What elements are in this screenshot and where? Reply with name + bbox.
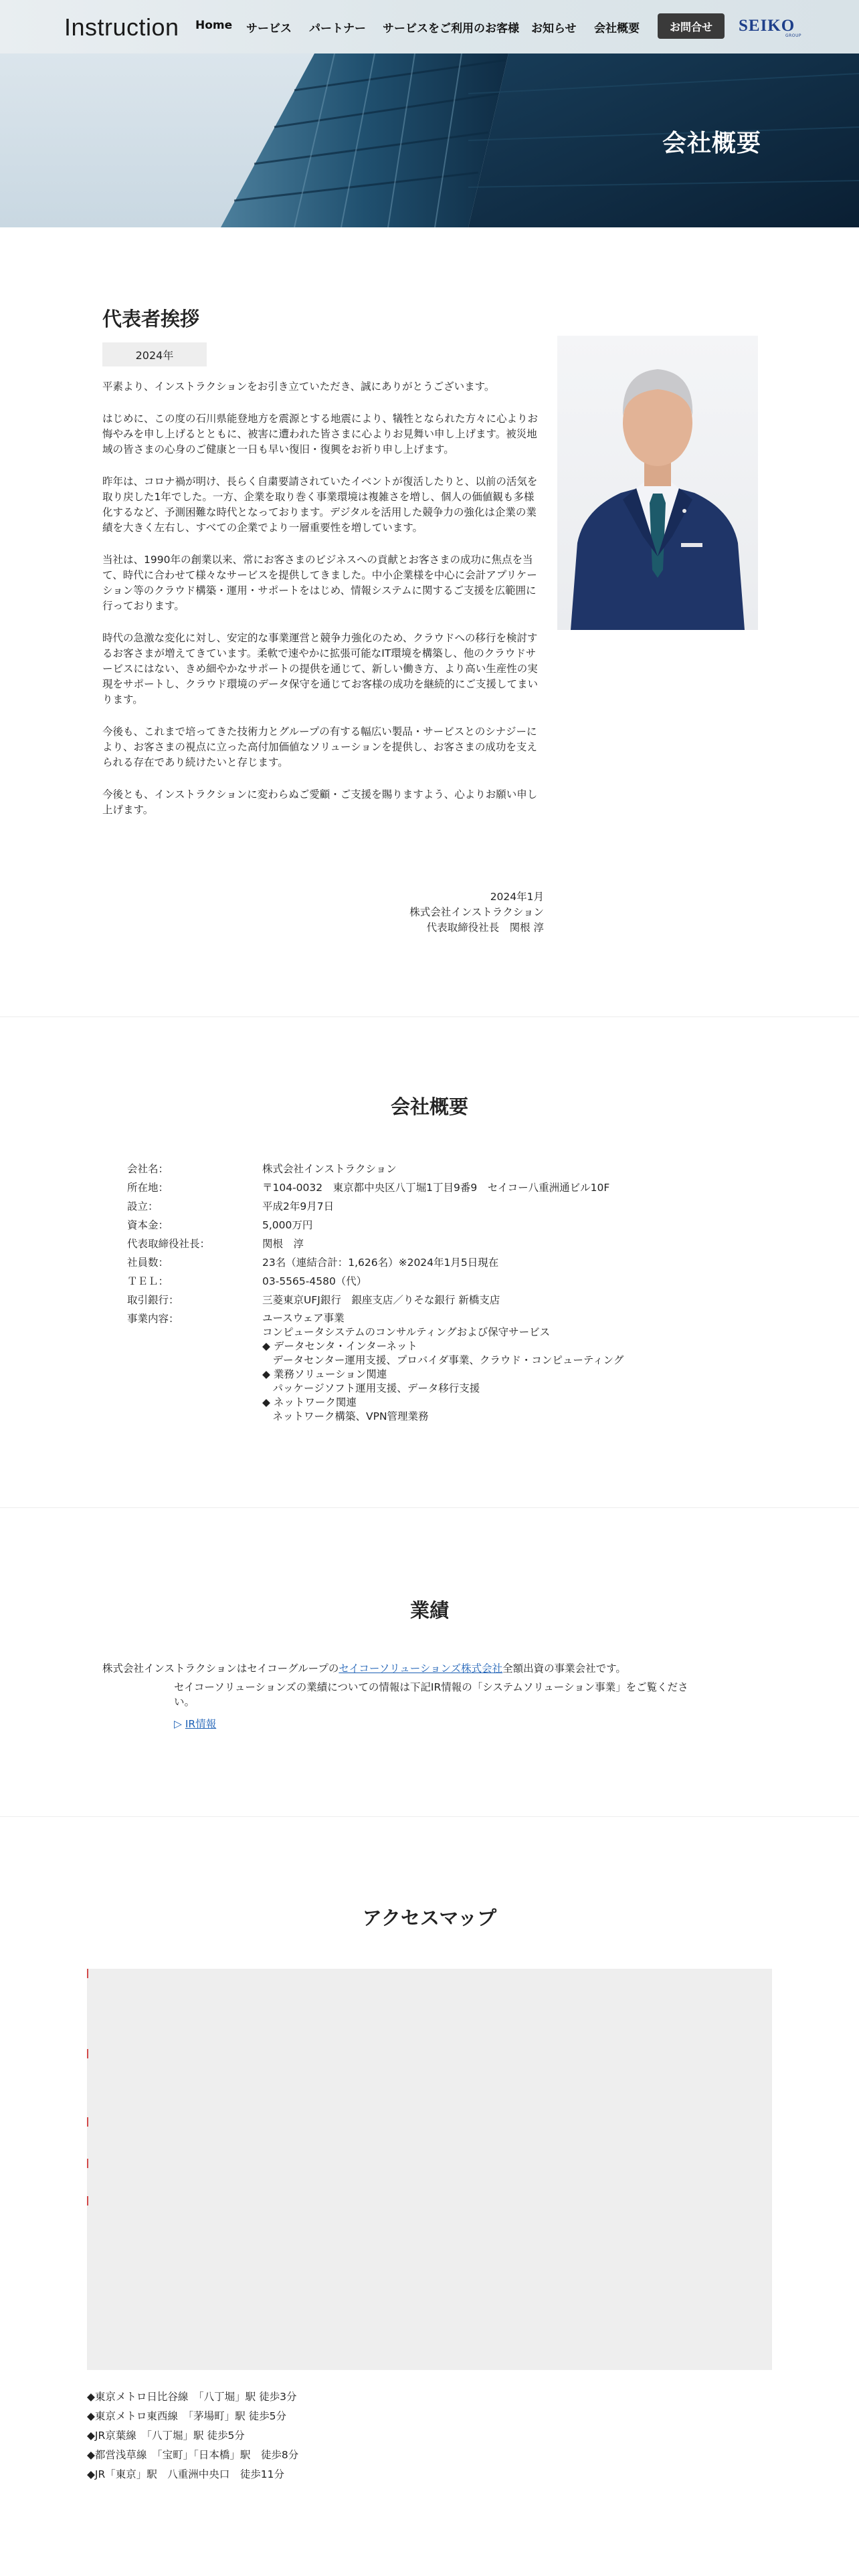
profile-row xyxy=(127,1291,731,1309)
profile-label: 所在地： xyxy=(127,1182,169,1194)
access-line: ◆東京メトロ東西線 「茅場町」駅 徒歩5分 xyxy=(87,2410,286,2422)
section-divider xyxy=(0,1016,859,1017)
access-line: ◆東京メトロ日比谷線 「八丁堀」駅 徒歩3分 xyxy=(87,2391,297,2403)
map-edge xyxy=(87,2196,88,2206)
nav-partner[interactable]: パートナー xyxy=(309,22,366,35)
ceo-portrait xyxy=(557,336,758,630)
ir-link[interactable]: ▷ IR情報 xyxy=(174,1718,217,1730)
profile-row xyxy=(127,1216,731,1235)
business-line: データセンター運用支援、プロバイダ事業、クラウド・コンピューティング xyxy=(262,1354,624,1366)
access-line: ◆都営浅草線 「宝町」「日本橋」駅 徒歩8分 xyxy=(87,2449,299,2461)
profile-row-business xyxy=(127,1309,731,1424)
nav-news[interactable]: お知らせ xyxy=(531,22,577,35)
profile-label: 設立： xyxy=(127,1200,159,1212)
profile-value: 株式会社インストラクション xyxy=(262,1163,397,1175)
business-line: パッケージソフト運用支援、データ移行支援 xyxy=(262,1382,480,1394)
map-edge xyxy=(87,2159,88,2168)
section-divider xyxy=(0,1507,859,1508)
business-line: ネットワーク構築、VPN管理業務 xyxy=(262,1410,429,1422)
greeting-paragraph: 平素より、インストラクションをお引き立ていただき、誠にありがとうございます。 xyxy=(102,381,495,393)
access-map[interactable] xyxy=(87,1969,772,2370)
nav-home[interactable]: Home xyxy=(195,19,233,32)
signature-date: 2024年1月 xyxy=(490,891,544,903)
profile-value: 03-5565-4580（代） xyxy=(262,1275,367,1287)
profile-value: 23名（連結合計：1,626名）※2024年1月5日現在 xyxy=(262,1257,499,1269)
profile-row xyxy=(127,1197,731,1216)
profile-label: 会社名： xyxy=(127,1163,169,1175)
greeting-paragraph: 時代の急激な変化に対し、安定的な事業運営と競争力強化のため、クラウドへの移行を検討するお客さまが増えてきています。柔軟で速やかに拡張可能なIT環境を構築し、他のクラウドサービスにはない、きめ細やかなサポートの提供を通じて、新しい働き方、より高い生産性の実現をサポートし、クラウド環境のデータ保守を通じてお客様の成功を継続的にご支援してまいります。 xyxy=(102,632,539,706)
results-heading: 業績 xyxy=(409,1599,449,1622)
profile-value: 関根 淳 xyxy=(262,1238,304,1250)
company-profile-table xyxy=(127,1160,731,1424)
map-edge xyxy=(87,1969,88,1978)
profile-label: ＴＥＬ： xyxy=(127,1275,169,1287)
business-line: ユースウェア事業 xyxy=(262,1312,345,1324)
profile-row xyxy=(127,1235,731,1253)
contact-button[interactable]: お問合せ xyxy=(658,13,725,39)
greeting-text xyxy=(102,379,544,835)
greeting-paragraph: 昨年は、コロナ禍が明け、長らく自粛要請されていたイベントが復活したりと、以前の活気を取り戻した1年でした。一方、企業を取り巻く事業環境は複雑さを増し、個人の価値観も多様化するなど、予測困難な時代となっております。デジタルを活用した競争力の強化は企業の業績を大きく左右し、すべての企業でより一層重要性を増しています。 xyxy=(102,475,538,534)
greeting-paragraph: はじめに、この度の石川県能登地方を震源とする地震により、犠牲となられた方々に心よりお悔やみを申し上げるとともに、被害に遭われた皆さまに心よりお見舞い申し上げます。被災地域の皆さまの心身のご健康と一日も早い復旧・復興をお祈り申し上げます。 xyxy=(102,413,539,455)
business-line: ◆ 業務ソリューション関連 xyxy=(262,1368,387,1380)
access-line: ◆JR「東京」駅 八重洲中央口 徒歩11分 xyxy=(87,2468,284,2480)
profile-label: 社員数： xyxy=(127,1257,169,1269)
access-directions xyxy=(87,2387,298,2484)
seiko-group-logo[interactable]: SEIKO GROUP xyxy=(739,17,801,38)
profile-label: 事業内容： xyxy=(127,1313,179,1325)
access-heading: アクセスマップ xyxy=(362,1907,497,1929)
profile-value: 平成2年9月7日 xyxy=(262,1200,335,1212)
business-line: ◆ ネットワーク関連 xyxy=(262,1396,357,1408)
year-badge: 2024年 xyxy=(102,342,207,366)
profile-row xyxy=(127,1160,731,1178)
greeting-paragraph: 今後も、これまで培ってきた技術力とグループの有する幅広い製品・サービスとのシナジーにより、お客さまの視点に立った高付加価値なソリューションを提供し、お客さまの成功を支えられる存在であり続けたいと存じます。 xyxy=(102,726,537,768)
profile-value: 5,000万円 xyxy=(262,1219,313,1231)
profile-label: 資本金： xyxy=(127,1219,169,1231)
results-text: 株式会社インストラクションはセイコーグループのセイコーソリューションズ株式会社全額出資の事業会社です。 xyxy=(102,1662,626,1675)
profile-label: 代表取締役社長： xyxy=(127,1238,211,1250)
site-header xyxy=(0,0,859,53)
signature-company: 株式会社インストラクション xyxy=(409,906,544,918)
business-line: コンピュータシステムのコンサルティングおよび保守サービス xyxy=(262,1326,551,1338)
greeting-heading: 代表者挨拶 xyxy=(102,308,200,330)
profile-row xyxy=(127,1272,731,1291)
nav-customers[interactable]: サービスをご利用のお客様 xyxy=(383,22,519,35)
results-note: セイコーソリューションズの業績についての情報は下記IR情報の「システムソリューション事業」をご覧ください。 xyxy=(174,1681,688,1708)
nav-company[interactable]: 会社概要 xyxy=(594,22,640,35)
profile-heading: 会社概要 xyxy=(390,1095,468,1118)
site-logo[interactable]: Instruction xyxy=(64,13,179,41)
greeting-paragraph: 当社は、1990年の創業以来、常にお客さまのビジネスへの貢献とお客さまの成功に焦点を当て、時代に合わせて様々なサービスを提供してきました。中小企業様を中心に会計アプリケーション等のクラウド構築・運用・サポートをはじめ、情報システムに関するご支援を広範囲に行っております。 xyxy=(102,554,537,612)
business-lines xyxy=(262,1309,731,1424)
profile-row xyxy=(127,1253,731,1272)
profile-value: 〒104-0032 東京都中央区八丁堀1丁目9番9 セイコー八重洲通ビル10F xyxy=(262,1182,610,1194)
map-edge xyxy=(87,2117,88,2127)
map-edge xyxy=(87,2049,88,2058)
section-divider xyxy=(0,1816,859,1817)
greeting-paragraph: 今後とも、インストラクションに変わらぬご愛顧・ご支援を賜りますよう、心よりお願い申し上げます。 xyxy=(102,788,538,816)
profile-label: 取引銀行： xyxy=(127,1294,179,1306)
access-line: ◆JR京葉線 「八丁堀」駅 徒歩5分 xyxy=(87,2430,245,2442)
nav-services[interactable]: サービス xyxy=(246,22,292,35)
signature xyxy=(335,889,544,936)
profile-row xyxy=(127,1178,731,1197)
signature-name: 代表取締役社長 関根 淳 xyxy=(426,922,544,934)
profile-value: 三菱東京UFJ銀行 銀座支店／りそな銀行 新橋支店 xyxy=(262,1294,500,1306)
business-line: ◆ データセンタ・インターネット xyxy=(262,1340,417,1352)
seiko-solutions-link[interactable]: セイコーソリューションズ株式会社 xyxy=(339,1662,503,1675)
hero-banner xyxy=(0,53,859,227)
hero-title: 会社概要 xyxy=(662,130,762,157)
